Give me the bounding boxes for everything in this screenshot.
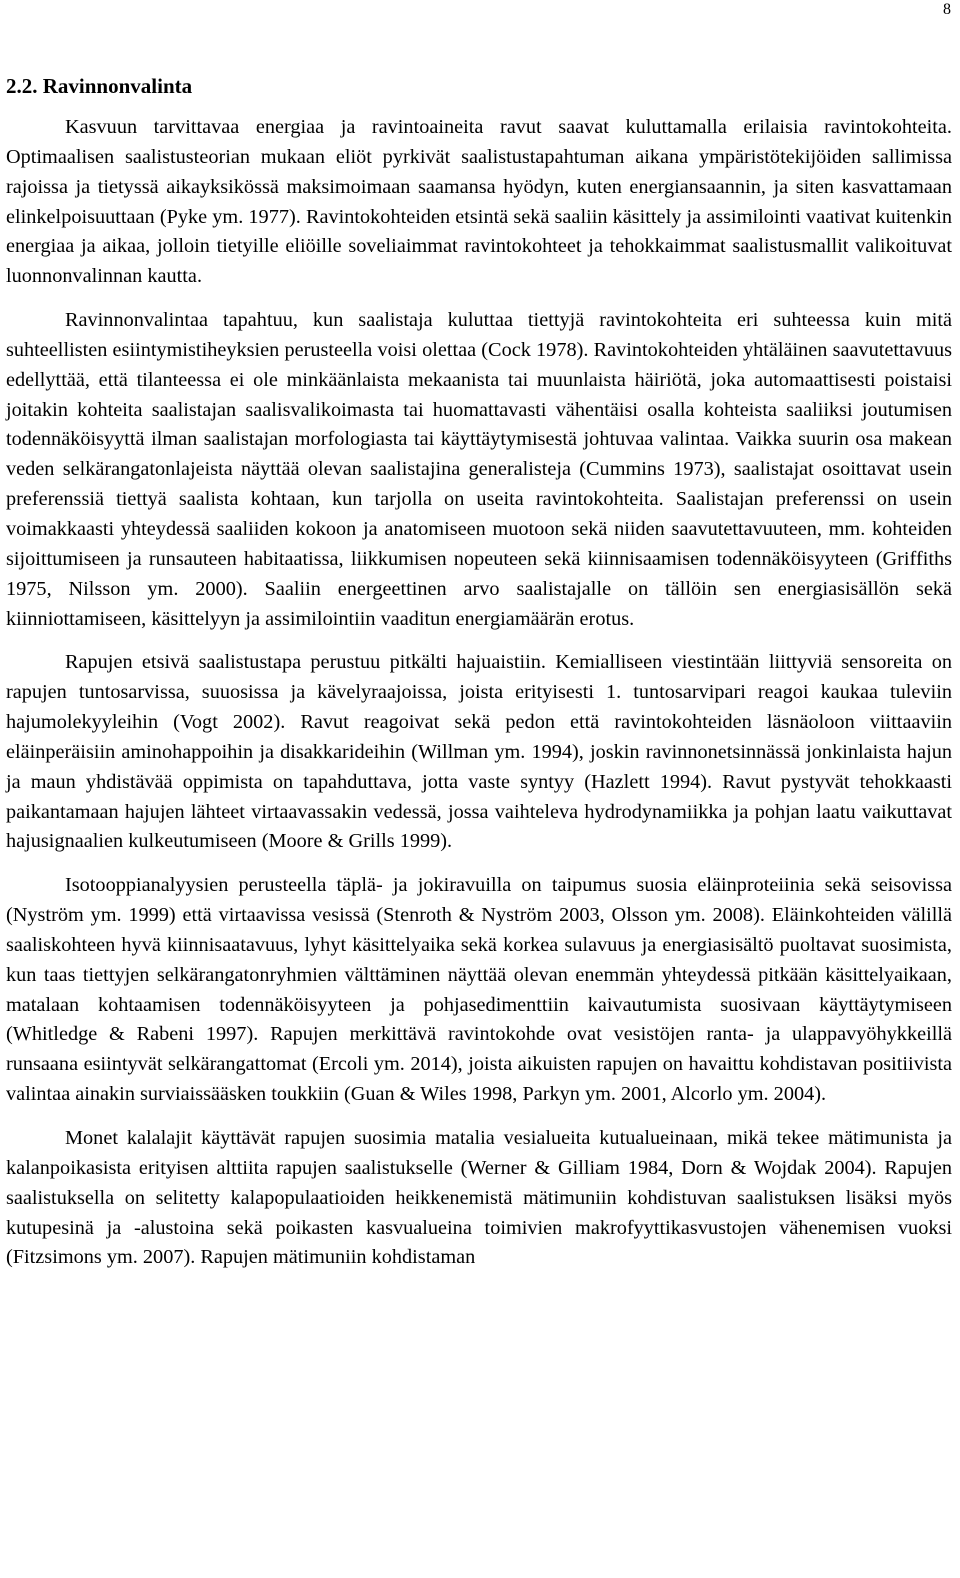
page-number: 8 [943, 1, 951, 18]
paragraph-4: Isotooppianalyysien perusteella täplä- ja jokiravuilla on taipumus suosia eläinproteiinia sekä seisovissa (Nyström ym. 1999) että virtaavissa vesissä (Stenroth & Nyström 2003, Olsson ym. 2008). Eläinkohteiden välillä saaliskohteen hyvä kiinnisaatavuus, lyhyt käsittelyaika sekä korkea sulavuus ja energiasisältö puoltavat suosimista, kun taas tiettyjen selkärangatonryhmien välttäminen näyttää olevan enemmän yhteydessä pitkään käsittelyaikaan, matalaan kohtaamisen todennäköisyyteen ja pohjasedimenttiin kaivautumista suosivaan käyttäytymiseen (Whitledge & Rabeni 1997). Rapujen merkittävä ravintokohde ovat vesistöjen ranta- ja ulappavyöhykkeillä runsaana esiintyvät selkärangattomat (Ercoli ym. 2014), joista aikuisten rapujen on havaittu kohdistavan positiivista valintaa ainakin surviaissääsken toukkiin (Guan & Wiles 1998, Parkyn ym. 2001, Alcorlo ym. 2004). [6, 874, 952, 1106]
paragraph-3: Rapujen etsivä saalistustapa perustuu pitkälti hajuaistiin. Kemialliseen viestintään liittyviä sensoreita on rapujen tuntosarvissa, suuosissa ja kävelyraajoissa, joista erityisesti 1. tuntosarvipari reagoi kaukaa tuleviin hajumolekyyleihin (Vogt 2002). Ravut reagoivat sekä pedon että ravintokohteiden läsnäoloon viittaaviin eläinperäisiin aminohappoihin ja disakkarideihin (Willman ym. 1994), joskin ravinnonetsinnässä jonkinlaista hajun ja maun yhdistävää oppimista on tapahduttava, jotta vaste syntyy (Hazlett 1994). Ravut pystyvät tehokkaasti paikantamaan hajujen lähteet virtaavassakin vedessä, jossa vaihteleva hydrodynamiikka ja pohjan laatu vaikuttavat hajusignaalien kulkeutumiseen (Moore & Grills 1999). [6, 651, 952, 853]
section-heading: 2.2. Ravinnonvalinta [6, 74, 193, 98]
paragraph-1: Kasvuun tarvittavaa energiaa ja ravintoaineita ravut saavat kuluttamalla erilaisia ravintokohteita. Optimaalisen saalistusteorian mukaan eliöt pyrkivät saalistustapahtuman aikana ympäristötekijöiden sallimissa rajoissa ja tietyssä aikayksikössä maksimoimaan saamansa hyödyn, kuten energiansaannin, ja siten kasvattamaan elinkelpoisuuttaan (Pyke ym. 1977). Ravintokohteiden etsintä sekä saaliin käsittely ja assimilointi vaativat kuitenkin energiaa ja aikaa, jolloin tietyille eliöille soveliaimmat ravintokohteet ja tehokkaimmat saalistusmallit valikoituvat luonnonvalinnan kautta. [6, 116, 952, 288]
body-text [6, 113, 952, 1273]
paragraph-5: Monet kalalajit käyttävät rapujen suosimia matalia vesialueita kutualueinaan, mikä tekee mätimunista ja kalanpoikasista erityisen alttiita rapujen saalistukselle (Werner & Gilliam 1984, Dorn & Wojdak 2004). Rapujen saalistuksella on selitetty kalapopulaatioiden heikkenemistä mätimuniin kohdistuvan saalistuksen lisäksi myös kutupesinä ja -alustoina sekä poikasten kasvualueina toimivien makrofyyttikasvustojen vähenemisen vuoksi (Fitzsimons ym. 2007). Rapujen mätimuniin kohdistaman [6, 1127, 952, 1269]
paragraph-2: Ravinnonvalintaa tapahtuu, kun saalistaja kuluttaa tiettyjä ravintokohteita eri suhteessa kuin mitä suhteellisten esiintymistiheyksien perusteella voisi olettaa (Cock 1978). Ravintokohteiden yhtäläinen saavutettavuus edellyttää, että tilanteessa ei ole minkäänlaista mekaanista tai muunlaista häiriötä, joka automaattisesti poistaisi joitakin kohteita saalistajan saalisvalikoimasta tai huomattavasti vähentäisi osalla kohteista saaliiksi joutumisen todennäköisyyttä ilman saalistajan morfologiasta tai käyttäytymisestä johtuvaa valintaa. Vaikka suurin osa makean veden selkärangatonlajeista näyttää olevan saalistajina generalisteja (Cummins 1973), saalistajat osoittavat usein preferenssiä tiettyä saalista kohtaan, kun tarjolla on useita ravintokohteita. Saalistajan preferenssi on usein voimakkaasti yhteydessä saaliiden kokoon ja anatomiseen muotoon sekä niiden saavutettavuuteen, mm. kohteiden sijoittumiseen ja runsauteen habitaatissa, liikkumisen nopeuteen sekä kiinnisaamisen todennäköisyyteen (Griffiths 1975, Nilsson ym. 2000). Saaliin energeettinen arvo saalistajalle on tällöin sen energiasisällön sekä kiinniottamiseen, käsittelyyn ja assimilointiin vaaditun energiamäärän erotus. [6, 309, 952, 630]
